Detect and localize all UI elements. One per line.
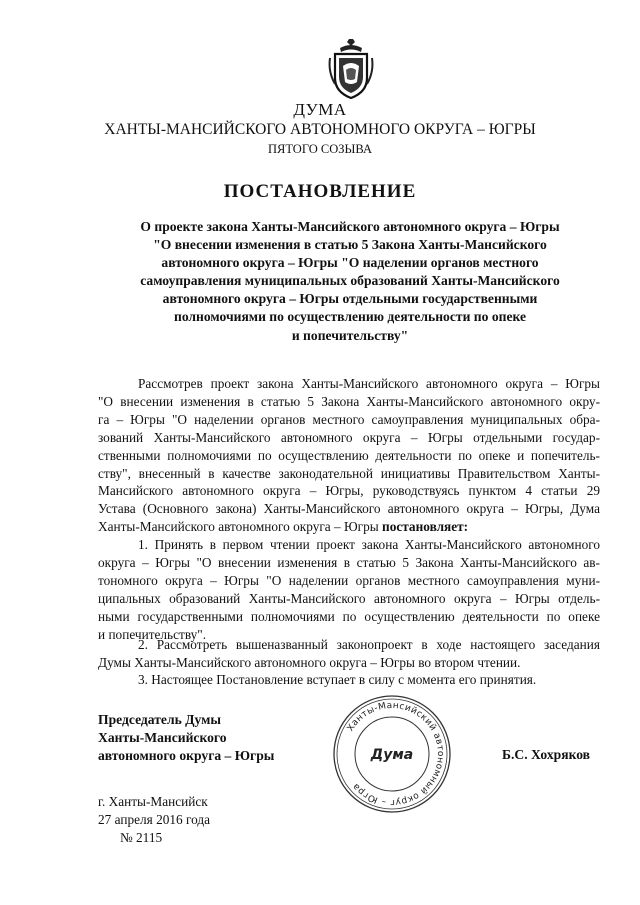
coat-of-arms-icon bbox=[326, 38, 376, 100]
subject-line: полномочиями по осуществлению деятельности по опеке bbox=[173, 309, 527, 325]
subject-line: автономного округа – Югры отдельными государственными bbox=[162, 291, 538, 307]
convocation: ПЯТОГО СОЗЫВА bbox=[267, 142, 373, 156]
chairman-line: автономного округа – Югры bbox=[98, 748, 275, 763]
paragraph-line: ственными полномочиями по осуществлению деятельности по опеке и попечитель- bbox=[98, 447, 600, 463]
paragraph-line: 3. Настоящее Постановление вступает в силу с момента его принятия. bbox=[138, 672, 537, 687]
subject-line: "О внесении изменения в статью 5 Закона Ханты-Мансийского bbox=[153, 237, 547, 253]
paragraph-line: ными государственными полномочиями по осуществлению деятельности по опеке bbox=[98, 608, 600, 624]
document-date: 27 апреля 2016 года bbox=[98, 811, 211, 827]
subject-line: самоуправления муниципальных образований Ханты-Мансийского bbox=[140, 273, 560, 289]
document-number: № 2115 bbox=[120, 829, 163, 845]
chairman-line: Ханты-Мансийского bbox=[98, 730, 227, 745]
chairman-line: Председатель Думы bbox=[98, 712, 222, 727]
stamp-center-text: Дума bbox=[370, 747, 414, 763]
preamble-last-text: Ханты-Мансийского автономного округа – Югры bbox=[98, 519, 383, 535]
paragraph-line: 2. Рассмотреть вышеназванный законопроект в ходе настоящего заседания bbox=[138, 637, 600, 652]
place-name: г. Ханты-Мансийск bbox=[98, 794, 208, 809]
paragraph-line: округа – Югры "О внесении изменения в статью 5 Закона Ханты-Мансийского ав- bbox=[98, 554, 600, 570]
document-title: ПОСТАНОВЛЕНИЕ bbox=[223, 181, 417, 202]
paragraph-line: тономного округа – Югры "О наделении органов местного самоуправления муни- bbox=[98, 572, 600, 588]
paragraph-line: и попечительству". bbox=[98, 626, 207, 642]
subject-line: О проекте закона Ханты-Мансийского автономного округа – Югры bbox=[140, 219, 560, 234]
place-and-date bbox=[98, 793, 210, 847]
paragraph-line: Мансийского автономного округа – Югры, руководствуясь пунктом 4 статьи 29 bbox=[98, 483, 600, 499]
resolution-verb: постановляет: bbox=[382, 519, 469, 535]
item-2-paragraph bbox=[98, 636, 600, 672]
paragraph-line: ципальных образований Ханты-Мансийского автономного округа – Югры отдель- bbox=[98, 590, 600, 606]
item-1-paragraph bbox=[98, 536, 600, 643]
chairman-title bbox=[98, 711, 274, 765]
paragraph-line: Устава (Основного закона) Ханты-Мансийского автономного округа – Югры, Дума bbox=[98, 501, 600, 517]
paragraph-line: зований Ханты-Мансийского автономного округа – Югры отдельными государ- bbox=[98, 429, 600, 445]
subject-line: и попечительству" bbox=[291, 327, 409, 343]
paragraph-line: "О внесении изменения в статью 5 Закона Ханты-Мансийского автономного окру- bbox=[98, 393, 600, 409]
paragraph-line: га – Югры "О наделении органов местного самоуправления муниципальных обра- bbox=[98, 411, 600, 427]
subject-line: автономного округа – Югры "О наделении органов местного bbox=[161, 255, 539, 271]
paragraph-line: ству", внесенный в качестве законодательной инициативы Правительством Ханты- bbox=[98, 465, 600, 481]
preamble-paragraph bbox=[98, 375, 600, 536]
paragraph-line: Думы Ханты-Мансийского автономного округа – Югры во втором чтении. bbox=[98, 654, 521, 670]
organization-name: ДУМА bbox=[293, 100, 347, 119]
paragraph-line: 1. Принять в первом чтении проект закона Ханты-Мансийского автономного bbox=[138, 537, 600, 552]
signer-name: Б.С. Хохряков bbox=[502, 747, 591, 762]
paragraph-line: Рассмотрев проект закона Ханты-Мансийского автономного округа – Югры bbox=[138, 376, 600, 391]
item-3-paragraph bbox=[98, 671, 600, 689]
document-subject bbox=[100, 218, 600, 345]
official-stamp bbox=[330, 692, 454, 816]
paragraph-line bbox=[98, 518, 600, 536]
stamp-ring-text: Ханты-Мансийский автономный округ – Югра bbox=[345, 700, 446, 808]
region-name: ХАНТЫ-МАНСИЙСКОГО АВТОНОМНОГО ОКРУГА – ЮГРЫ bbox=[104, 121, 536, 138]
